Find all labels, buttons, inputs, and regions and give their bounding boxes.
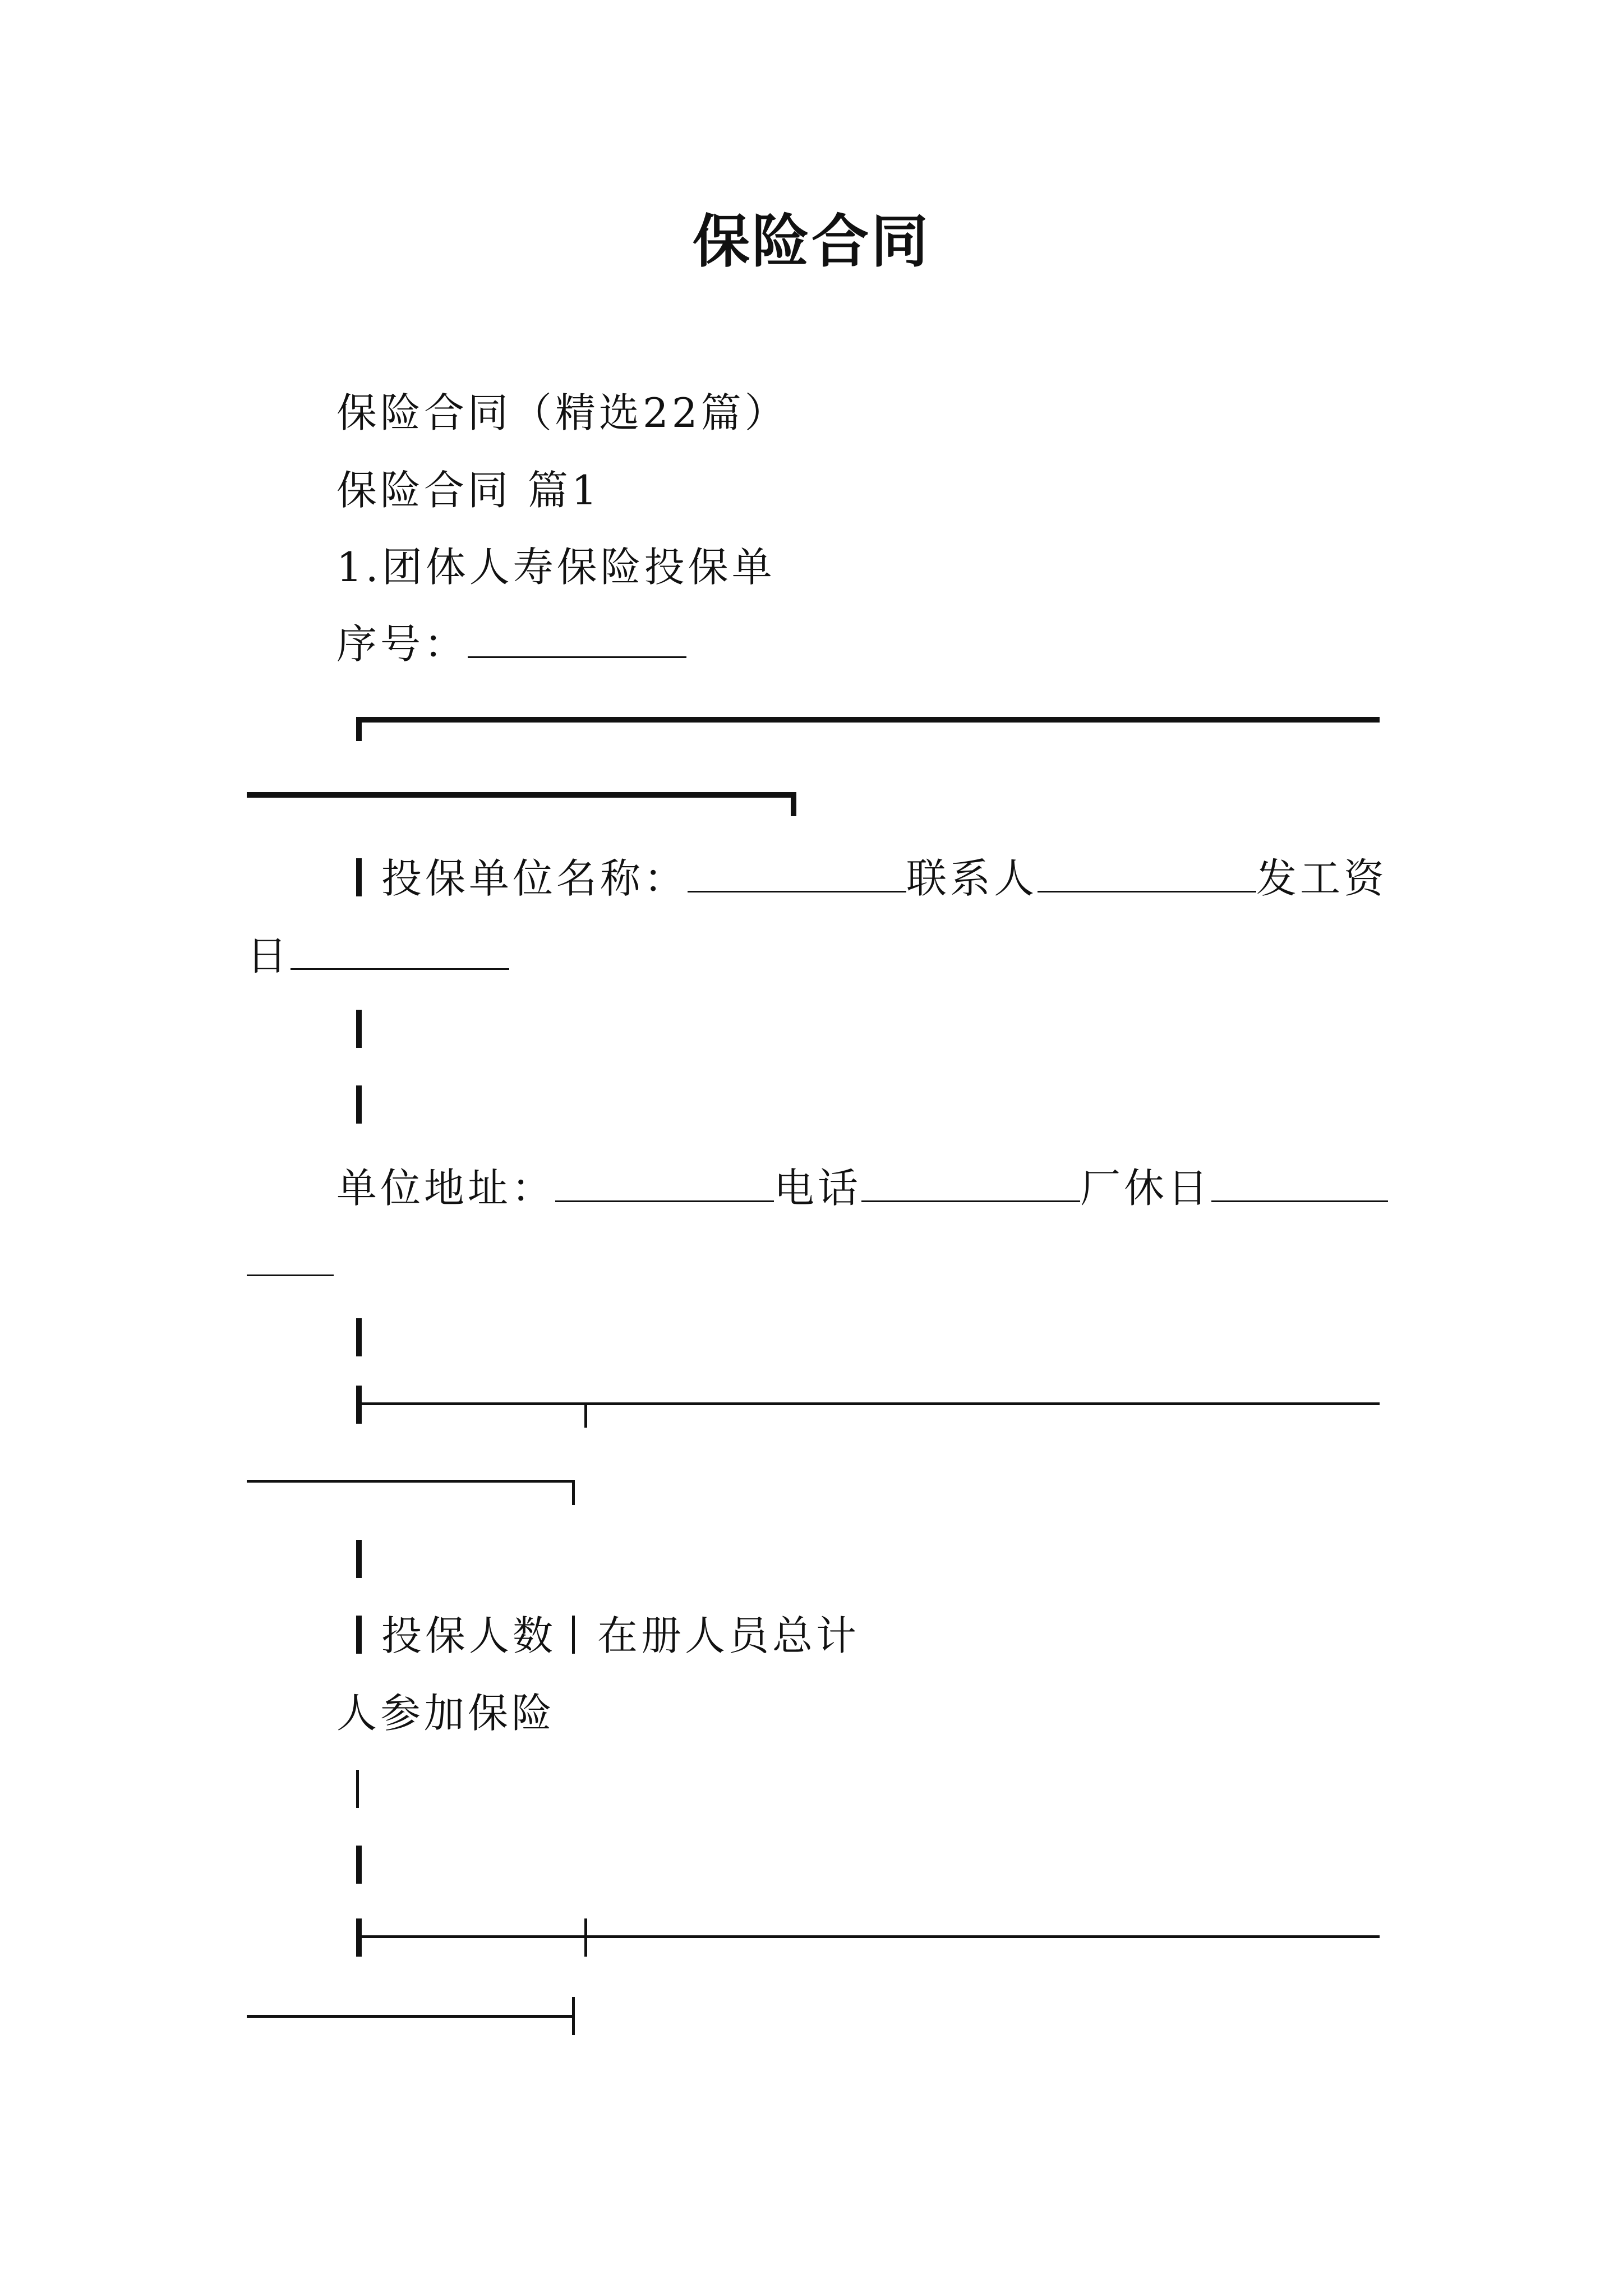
payday-blank <box>291 963 509 970</box>
form-title: 1.团体人寿保险投保单 <box>336 544 776 591</box>
table-left-border <box>356 858 362 896</box>
table-corner-right <box>791 792 796 816</box>
table-divider-wrap <box>247 1480 575 1483</box>
table-left-border <box>356 1540 362 1578</box>
unit-name-blank <box>688 885 906 892</box>
table-left-border <box>356 1616 362 1654</box>
factory-rest-blank <box>1211 1195 1388 1202</box>
address-label: 单位地址： <box>336 1165 556 1212</box>
factory-rest-label: 厂休日 <box>1080 1165 1212 1212</box>
table-left-border <box>356 1318 362 1356</box>
table-left-border <box>356 1085 362 1124</box>
document-title: 保险合同 <box>693 208 930 275</box>
table-left-border <box>356 1846 362 1884</box>
payday-label: 发工资 <box>1256 855 1388 902</box>
table-left-border <box>356 1770 359 1808</box>
section-heading: 保险合同 篇1 <box>336 467 601 514</box>
table-column-border <box>572 1616 575 1654</box>
table-top-border-wrap <box>247 792 796 798</box>
table-column-mark <box>572 1480 575 1505</box>
phone-label: 电话 <box>774 1165 862 1212</box>
table-left-border <box>356 1010 362 1048</box>
serial-blank <box>468 651 686 658</box>
participants-label: 人参加保险 <box>336 1690 556 1737</box>
address-blank <box>555 1195 774 1202</box>
table-divider <box>359 1402 1380 1405</box>
insured-count-label: 投保人数 <box>381 1612 557 1659</box>
table-column-cross <box>572 1997 575 2035</box>
table-column-cross <box>584 1918 587 1957</box>
roster-total-label: 在册人员总计 <box>597 1612 860 1659</box>
table-divider <box>359 1935 1380 1938</box>
contact-label: 联系人 <box>906 855 1038 902</box>
unit-name-row <box>381 855 1388 902</box>
factory-rest-blank-wrap <box>247 1274 334 1276</box>
payday-day-label: 日 <box>247 932 291 979</box>
table-divider-wrap <box>247 2015 575 2018</box>
serial-number-row <box>336 620 686 668</box>
phone-blank <box>861 1195 1080 1202</box>
table-corner-left <box>356 717 362 741</box>
serial-label: 序号： <box>336 620 468 668</box>
unit-name-label: 投保单位名称： <box>381 855 688 902</box>
address-row <box>336 1165 1388 1212</box>
payday-row <box>247 932 509 979</box>
table-top-border <box>356 717 1380 723</box>
table-column-mark <box>584 1402 587 1428</box>
contact-blank <box>1038 885 1256 892</box>
document-subtitle: 保险合同（精选22篇） <box>336 389 789 436</box>
